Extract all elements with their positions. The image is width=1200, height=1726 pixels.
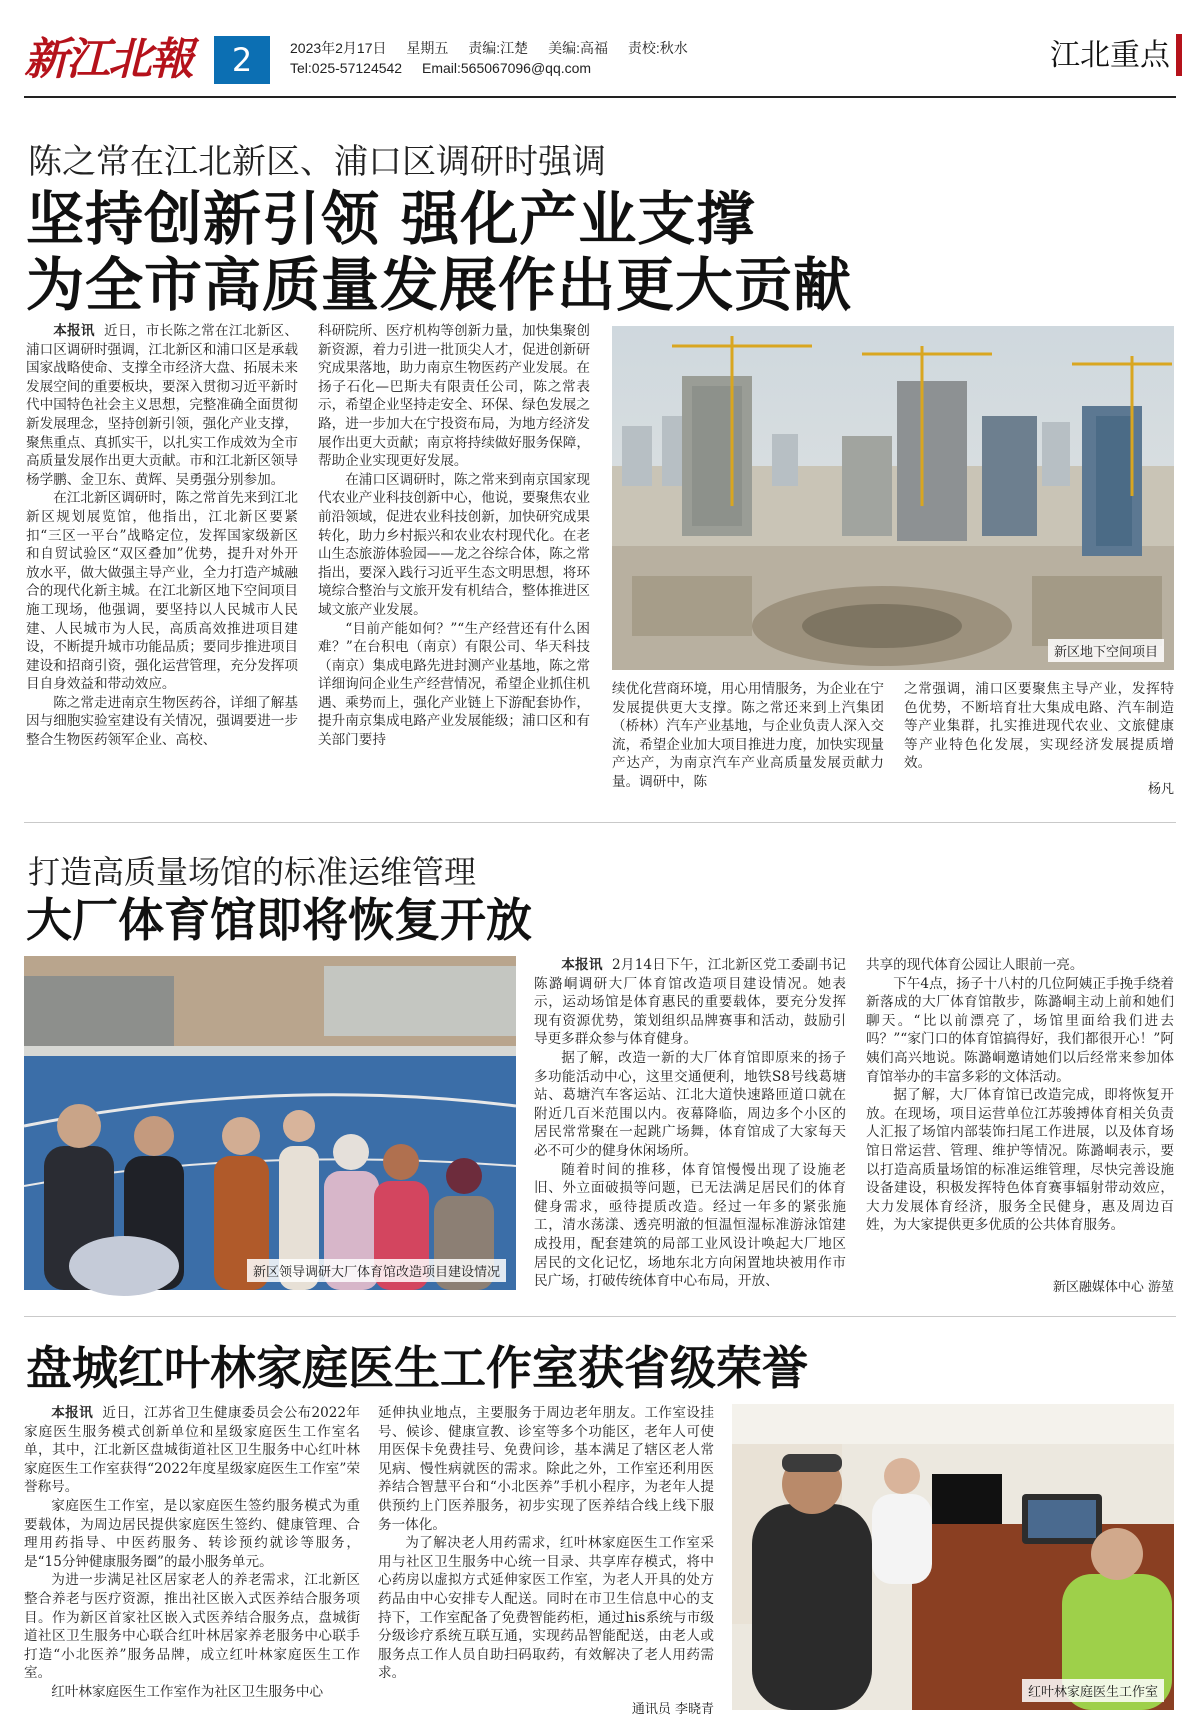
article2-col1-p2: 据了解，改造一新的大厂体育馆即原来的扬子多功能活动中心，这里交通便利，地铁S8号线葛塘站、葛塘汽车客运站、江北大道快速路匝道口就在附近几百米范围以内。夜幕降临，周边多个小区的居民常常聚在一起跳广场舞，体育馆成了大家每天必不可少的健身休闲场所。 [534,1049,846,1159]
stadium-visit-image [24,956,516,1290]
article3-photo [732,1404,1174,1710]
article1-headline-line2: 为全市高质量发展作出更大贡献 [26,251,853,319]
article3-col1-text: 近日，江苏省卫生健康委员会公布2022年家庭医生服务模式创新单位和星级家庭医生工作室名单，其中，江北新区盘城街道社区卫生服务中心红叶林家庭医生工作室获得“2022年度星级家庭医生工作室”荣誉称号。 [24,1405,360,1496]
divider-1 [24,822,1176,823]
header-meta [290,38,704,78]
article2-kicker: 打造高质量场馆的标准运维管理 [28,853,477,891]
section-accent-bar [1176,34,1182,76]
article2-col2-p3: 据了解，大厂体育馆已改造完成，即将恢复开放。在现场，项目运营单位江苏骏搏体育相关负责人汇报了场馆内部装饰扫尾工作进展，以及体育场馆日常运营、管理、维护等情况。陈潞峒表示，要以打造高质量场馆的标准运维管理，尽快完善设施设备建设，积极发挥特色体育赛事辐射带动效应，大力发展体育经济，服务全民健身，惠及周边百姓，为大家提供更多优质的公共体育服务。 [866,1087,1174,1234]
article1-byline: 杨凡 [1147,782,1174,797]
article1-column-3 [612,680,884,798]
article3-column-1 [24,1404,360,1716]
article3-col2-text: 延伸执业地点，主要服务于周边老年朋友。工作室设挂号、候诊、健康宣教、诊室等多个功能区，老年人可使用医保卡免费挂号、免费问诊，基本满足了辖区老人常见病、慢性病就医的需求。除此之外，工作室还利用医养结合智慧平台和“小北医养”手机小程序，为老年人提供预约上门医养服务，初步实现了医养结合线上线下服务一体化。 [378,1405,714,1533]
article1-kicker: 陈之常在江北新区、浦口区调研时强调 [28,142,606,182]
clinic-image [732,1404,1174,1710]
article1-photo-caption: 新区地下空间项目 [1048,639,1164,662]
telephone: Tel:025-57124542 [290,60,403,76]
lead-tag: 本报讯 [51,1405,94,1421]
article2-byline: 新区融媒体中心 游堃 [1052,1280,1174,1295]
article2-photo [24,956,516,1290]
article1-col1-p2: 在江北新区调研时，陈之常首先来到江北新区规划展览馆，他指出，江北新区要紧扣“三区一平台”战略定位，发挥国家级新区和自贸试验区“双区叠加”优势，提升对外开放水平，做大做强主导产业，全力打造产城融合的现代化新主城。在江北新区地下空间项目施工现场，他强调，要坚持以人民城市人民建、人民城市为人民，高质高效推进项目建设，不断提升城市功能品质；要同步推进项目建设和招商引资，强化运营管理，充分发挥项目自身效益和带动效应。 [26,490,298,693]
lead-tag: 本报讯 [53,323,95,339]
article3-column-2 [378,1404,714,1694]
article2-col2-text: 共享的现代体育公园让人眼前一亮。 [866,957,1084,973]
article1-headline-line1: 坚持创新引领 强化产业支撑 [26,185,756,253]
art-editor: 美编:高福 [548,40,608,56]
article3-col1-p2: 家庭医生工作室，是以家庭医生签约服务模式为重要载体，为周边居民提供家庭医生签约、健康管理、合理用药指导、中医药服务、转诊预约就诊等服务，是“15分钟健康服务圈”的最小服务单元。 [24,1497,360,1570]
issue-date: 2023年2月17日 [290,40,387,56]
article1-col3-text: 续优化营商环境，用心用情服务，为企业在宁发展提供更大支撑。陈之常还来到上汽集团（桥林）汽车产业基地，与企业负责人深入交流，希望企业加大项目推进力度，加快实现量产达产，为南京汽车产业高质量发展贡献力量。调研中，陈 [612,681,884,790]
article1-col4-text: 之常强调，浦口区要聚焦主导产业，发挥特色优势，不断培育壮大集成电路、汽车制造等产业集群，扎实推进现代农业、文旅健康等产业特色化发展，实现经济发展提质增效。 [904,681,1174,772]
article2-headline: 大厂体育馆即将恢复开放 [26,893,532,947]
construction-site-image [612,326,1174,670]
article2-column-2 [866,956,1174,1256]
article3-col1-p4: 红叶林家庭医生工作室作为社区卫生服务中心 [51,1683,324,1700]
article3-photo-caption: 红叶林家庭医生工作室 [1022,1679,1164,1702]
article2-photo-caption: 新区领导调研大厂体育馆改造项目建设情况 [247,1259,506,1282]
article1-col2-p3: “目前产能如何？”“生产经营还有什么困难？”在台积电（南京）有限公司、华天科技（南京）集成电路先进封测产业基地，陈之常详细询问企业生产经营情况，希望企业抓住机遇、乘势而上，强化产业链上下游配套协作，提升南京集成电路产业发展能级；浦口区和有关部门要持 [318,620,590,749]
article3-headline: 盘城红叶林家庭医生工作室获省级荣誉 [26,1341,808,1395]
article1-col2-text: 科研院所、医疗机构等创新力量，加快集聚创新资源，着力引进一批顶尖人才，促进创新研究成果落地，助力南京生物医药产业发展。在扬子石化—巴斯夫有限责任公司，陈之常表示，希望企业坚持走安全、环保、绿色发展之路，进一步加大在宁投资布局，为地方经济发展作出更大贡献；南京将持续做好服务保障，帮助企业实现更好发展。 [318,323,590,470]
article1-column-2 [318,322,590,798]
article1-column-1 [26,322,298,798]
article2-col2-p2: 下午4点，扬子十八村的几位阿姨正手挽手绕着新落成的大厂体育馆散步，陈潞峒主动上前和她们聊天。“比以前漂亮了，场馆里面给我们进去吗？”“家门口的体育馆搞得好，我们都很开心！”阿姨们高兴地说。陈潞峒邀请她们以后经常来参加体育馆举办的丰富多彩的文体活动。 [866,975,1174,1085]
article3-col2-p2: 为了解决老人用药需求，红叶林家庭医生工作室采用与社区卫生服务中心统一目录、共享库存模式，将中心药房以虚拟方式延伸家医工作室，为老人开具的处方药品由中心安排专人配送。同时在市卫生信息中心的支持下，工作室配备了免费智能药柜，通过his系统与市级分级诊疗系统互联互通，实现药品智能配送，由老人或服务点工作人员自助扫码取药，有效解决了老人用药需求。 [378,1535,714,1682]
section-title: 江北重点 [1050,38,1170,73]
masthead-logo: 新江北報 [24,34,192,85]
header-rule [24,96,1176,98]
article2-col1-p3: 随着时间的推移，体育馆慢慢出现了设施老旧、外立面破损等问题，已无法满足居民们的体育健身需求，亟待提质改造。经过一年多的紧张施工，清水荡漾、透亮明澈的恒温恒湿标准游泳馆建成投用，配套建筑的局部工业风设计唤起大厂地区居民的文化记忆，场地东北方向闲置地块被用作市民广场，打破传统体育中心布局，开放、 [534,1161,846,1290]
lead-tag: 本报讯 [561,957,603,973]
article2-column-1 [534,956,846,1292]
divider-2 [24,1316,1176,1317]
page-number: 2 [214,36,270,84]
article2-col1-text: 2月14日下午，江北新区党工委副书记陈潞峒调研大厂体育馆改造项目建设情况。她表示，运动场馆是体育惠民的重要载体，要充分发挥现有资源优势，策划组织品牌赛事和活动，鼓励引导更多群众参与体育健身。 [534,957,846,1048]
email: Email:565067096@qq.com [422,60,592,76]
article1-col1-text: 近日，市长陈之常在江北新区、浦口区调研时强调，江北新区和浦口区是承载国家战略使命、支撑全市经济大盘、拓展未来发展空间的重要板块，要深入贯彻习近平新时代中国特色社会主义思想，完整准确全面贯彻新发展理念，坚持创新引领，强化产业支撑，聚焦重点、真抓实干，以扎实工作成效为全市高质量发展作出更大贡献。市和江北新区领导杨学鹏、金卫东、黄辉、吴勇强分别参加。 [26,323,298,488]
article1-col1-p3: 陈之常走进南京生物医药谷，详细了解基因与细胞实验室建设有关情况，强调要进一步整合生物医药领军企业、高校、 [26,694,298,749]
article3-byline: 通讯员 李晓青 [631,1702,714,1717]
weekday: 星期五 [406,40,449,56]
article1-column-4 [904,680,1174,772]
article3-col1-p3: 为进一步满足社区居家老人的养老需求，江北新区整合养老与医疗资源，推出社区嵌入式医养结合服务项目。作为新区首家社区嵌入式医养结合服务点，盘城街道社区卫生服务中心联合红叶林居家养老服务中心联手打造“小北医养”服务品牌，成立红叶林家庭医生工作室。 [24,1572,360,1682]
editor: 责编:江楚 [468,40,529,56]
proofreader: 责校:秋水 [627,40,688,56]
article1-col2-p2: 在浦口区调研时，陈之常来到南京国家现代农业产业科技创新中心，他说，要聚焦农业前沿领域，促进农业科技创新，加快研究成果转化，助力乡村振兴和农业农村现代化。在老山生态旅游体验园——龙之谷综合体，陈之常指出，要深入践行习近平生态文明思想，将环境综合整治与文旅开发有机结合，整体推进区域文旅产业发展。 [318,471,590,618]
article1-photo [612,326,1174,670]
